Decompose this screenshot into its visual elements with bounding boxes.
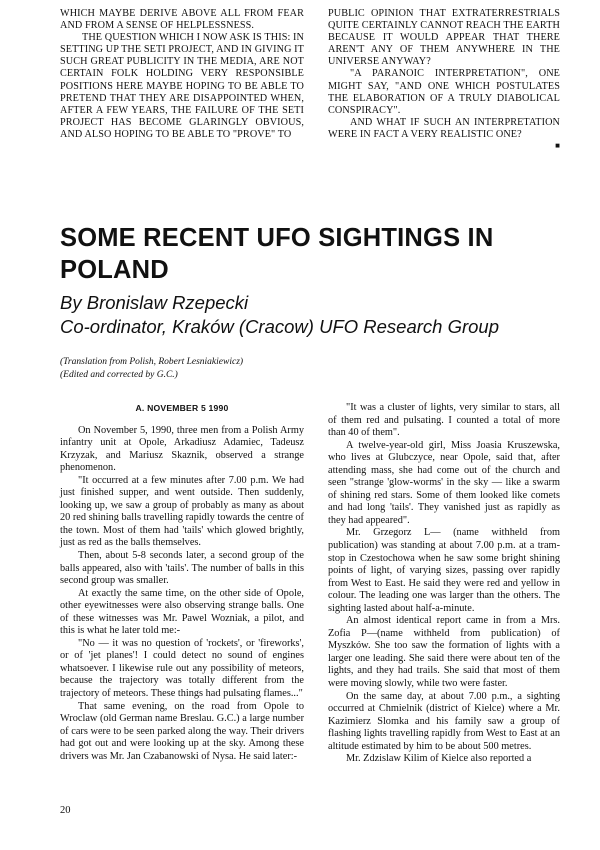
paragraph: Then, about 5-8 seconds later, a second group of the balls appeared, also with 'tails'. The number of balls in this second group was smaller. <box>60 550 304 587</box>
paragraph: "A PARANOIC INTERPRETATION", ONE MIGHT SAY, "AND ONE WHICH POSTULATES THE ELABORATION OF A TRULY DIABOLICAL CONSPIRACY". <box>328 68 560 116</box>
paragraph: A twelve-year-old girl, Miss Joasia Kruszewska, who lives at Glubczyce, near Opole, said that, after attending mass, she had come out of the church and seen "strange 'glow-worms' in the sky — like a swarm of shining red stars. Some of them looked like comets and had long 'tails'. They vanished just as rapidly as they had appeared". <box>328 439 560 526</box>
author-line: By Bronislaw Rzepecki <box>60 292 249 313</box>
continuation-left-column <box>60 8 304 141</box>
paragraph: AND WHAT IF SUCH AN INTERPRETATION WERE IN FACT A VERY REALISTIC ONE? <box>328 116 560 140</box>
translation-credit: (Translation from Polish, Robert Lesniakiewicz) <box>60 357 244 367</box>
paragraph: THE QUESTION WHICH I NOW ASK IS THIS: IN SETTING UP THE SETI PROJECT, AND IN GIVING IT SUCH GREAT PUBLICITY IN THE MEDIA, ARE NOT CERTAIN FOLK HOLDING VERY RESPONSIBLE POSITIONS HERE MAYBE HOPING TO BE ABLE TO PRETEND THAT THEY ARE DISAPPOINTED WHEN, AFTER A FEW YEARS, THE FAILURE OF THE SETI PROJECT HAS BECOME GLARINGLY OBVIOUS, AND ALSO HOPING TO BE ABLE TO "PROVE" TO <box>60 32 304 140</box>
article-title: SOME RECENT UFO SIGHTINGS IN POLAND <box>60 224 494 284</box>
paragraph: WHICH MAYBE DERIVE ABOVE ALL FROM FEAR AND FROM A SENSE OF HELPLESSNESS. <box>60 8 304 32</box>
page-number: 20 <box>60 805 71 816</box>
article-left-column <box>60 402 304 763</box>
section-heading: A. NOVEMBER 5 1990 <box>135 403 229 413</box>
article-right-column <box>328 402 560 766</box>
paragraph: An almost identical report came in from a Mrs. Zofia P—(name withheld from publication) of Myszków. She too saw the formation of lights with a larger one leading. She said there were about ten of the lights, and they had trails. She said that most of them were moving slowly, while two were faster. <box>328 615 560 690</box>
paragraph: "It occurred at a few minutes after 7.00 p.m. We had just finished supper, and went outside. Then suddenly, looking up, we saw a group of probably as many as about 20 red shining balls travelling rapidly towards the centre of the town. Most of them had 'tails' which glowed brightly, just as red as the balls themselves. <box>60 474 304 549</box>
author-affiliation: Co-ordinator, Kraków (Cracow) UFO Research Group <box>60 316 500 337</box>
paragraph: PUBLIC OPINION THAT EXTRATERRESTRIALS QUITE CERTAINLY CANNOT REACH THE EARTH BECAUSE IT WOULD APPEAR THAT THERE AREN'T ANY OF THEM ANYWHERE IN THE UNIVERSE ANYWAY? <box>328 8 560 68</box>
translation-note <box>60 356 360 381</box>
byline <box>60 291 560 339</box>
continuation-right-column <box>328 8 560 150</box>
editor-credit: (Edited and corrected by G.C.) <box>60 369 178 380</box>
paragraph: On the same day, at about 7.00 p.m., a sighting occurred at Chmielnik (district of Kielce) where a Mr. Kazimierz Slomka and his family saw a group of flashing lights travelling rapidly from West to East at an altitude estimated by him to be about 500 metres. <box>328 690 560 752</box>
paragraph: At exactly the same time, on the other side of Opole, other eyewitnesses were also observing strange balls. One of these witnesses was Mr. Pawel Wozniak, a pilot, and this is what he later told me:- <box>60 587 304 637</box>
paragraph: Mr. Zdzislaw Kilim of Kielce also reported a <box>346 753 532 765</box>
paragraph: Mr. Grzegorz L— (name withheld from publication) was standing at about 7.00 p.m. at a tram-stop in Czestochowa when he saw some bright shining points of light, of varying sizes, passing over rapidly from West to East. He said they were red and yellow in colour. The leading one was larger than the others. The sighting lasted about half-a-minute. <box>328 527 560 614</box>
paragraph: "No — it was no question of 'rockets', or 'fireworks', or of 'jet planes'! I could detect no sound of engines whatsoever. I likewise rule out any possibility of meteors, because the trajectory was totally different from the trajectory of meteors. These things had pulsating flames..." <box>60 637 304 700</box>
paragraph: On November 5, 1990, three men from a Polish Army infantry unit at Opole, Arkadiusz Adamiec, Tadeusz Krzyzak, and Mariusz Skaznik, observed a strange phenomenon. <box>60 424 304 474</box>
paragraph: That same evening, on the road from Opole to Wroclaw (old German name Breslau. G.C.) a large number of cars were to be seen parked along the way. Their drivers had got out and were looking up at the sky. Among these drivers was Mr. Jan Czabanowski of Nysa. He said later:- <box>60 700 304 762</box>
paragraph: "It was a cluster of lights, very similar to stars, all of them red and pulsating. I counted a total of more than 40 of them". <box>328 402 560 439</box>
end-of-article-mark: ■ <box>555 141 560 151</box>
